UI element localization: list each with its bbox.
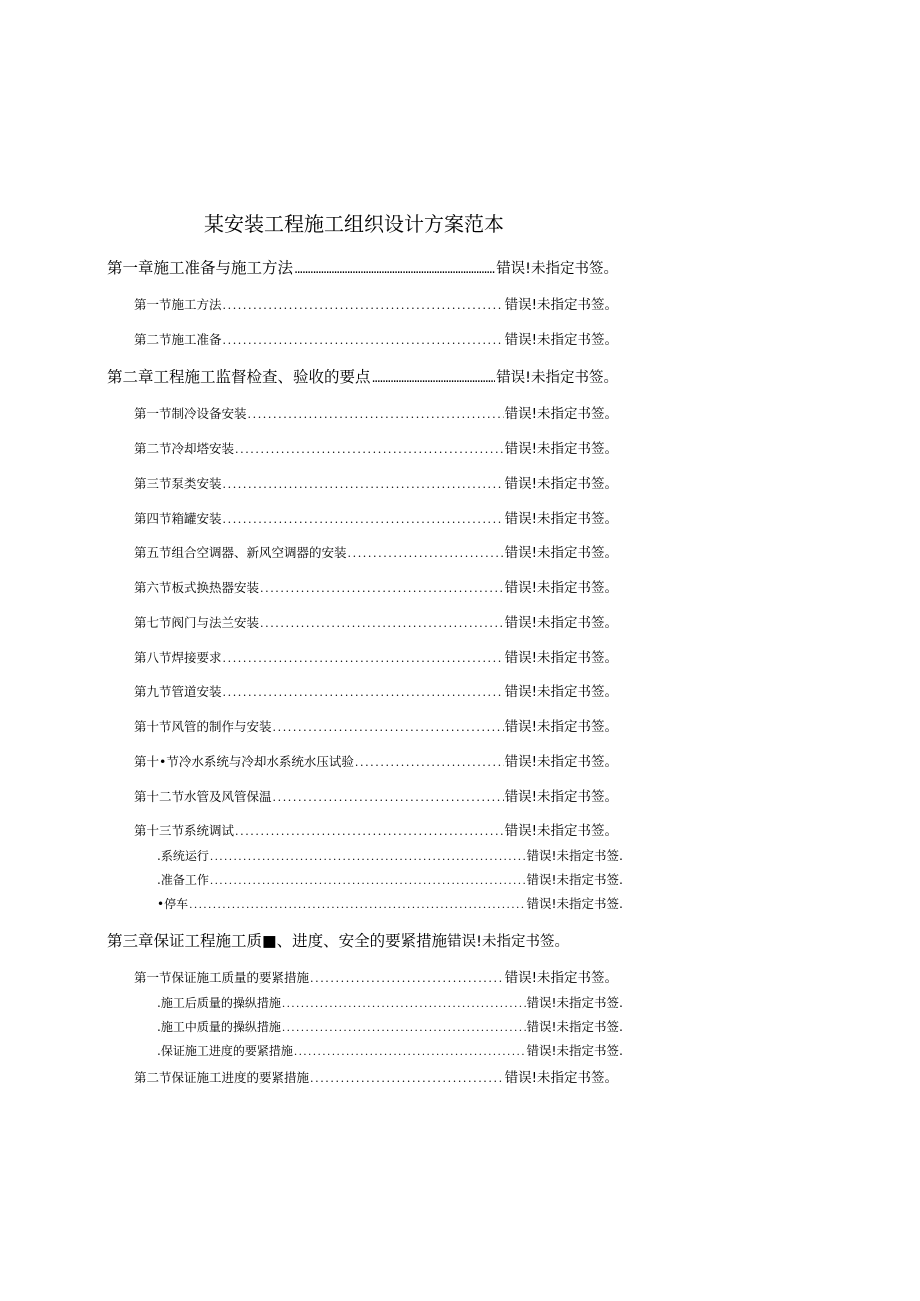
toc-dot-leader (348, 545, 504, 563)
toc-dot-leader (235, 441, 504, 459)
toc-dot-leader (260, 580, 504, 598)
toc-section-entry[interactable] (134, 649, 618, 668)
toc-page-ref: 错误!未指定书签。 (504, 823, 618, 839)
toc-entry-text: .施工中质量的操纵措施 (157, 1020, 281, 1034)
toc-page-ref: 错误!未指定书签。 (504, 297, 618, 313)
toc-entry-text: 第四节箱罐安装 (134, 511, 222, 526)
toc-entry-text: 第一节施工方法 (134, 297, 222, 312)
toc-entry-text: 第一节制冷设备安装 (134, 406, 247, 421)
toc-page-ref: 错误!未指定书签。 (504, 789, 618, 805)
toc-page-ref: 错误!未指定书签。 (504, 970, 618, 986)
toc-chapter-entry[interactable] (107, 257, 618, 281)
toc-section-entry[interactable] (134, 475, 618, 494)
toc-entry-text: 第十•节冷水系统与冷却水系统水压试验 (134, 754, 354, 769)
toc-dot-leader (310, 1070, 504, 1088)
toc-page-ref: 错误!未指定书签. (526, 872, 623, 887)
toc-entry-text: 第六节板式换热器安装 (134, 580, 260, 595)
toc-entry-text: 第二节保证施工进度的要紧措施 (134, 1070, 310, 1085)
toc-subitem-entry[interactable] (157, 896, 623, 913)
toc-dot-leader (294, 1044, 526, 1060)
toc-dot-leader (294, 259, 495, 281)
toc-subitem-entry[interactable] (157, 872, 623, 889)
toc-page-ref: 错误!未指定书签。 (496, 370, 618, 386)
toc-entry-text: 第一节保证施工质量的要紧措施 (134, 970, 310, 985)
toc-page-ref: 错误!未指定书签。 (504, 684, 618, 700)
toc-entry-text: .保证施工进度的要紧措施 (157, 1044, 293, 1058)
toc-subitem-entry[interactable] (157, 1019, 623, 1036)
toc-chapter-entry[interactable] (107, 930, 618, 953)
toc-entry-text: 第九节管道安装 (134, 684, 222, 699)
toc-dot-leader (248, 406, 504, 424)
toc-page-ref: 错误!未指定书签。 (504, 1070, 618, 1086)
toc-section-entry[interactable] (134, 405, 618, 424)
toc-entry-text: 第三节泵类安装 (134, 476, 222, 491)
toc-entry-text: 第二节冷却塔安装 (134, 441, 235, 456)
toc-page-ref: 错误!未指定书签。 (504, 476, 618, 492)
toc-dot-leader (372, 368, 496, 390)
toc-dot-leader (210, 873, 526, 889)
toc-dot-leader (223, 297, 504, 315)
toc-section-entry[interactable] (134, 969, 618, 988)
toc-page-ref: 错误!未指定书签。 (504, 580, 618, 596)
toc-page-ref: 错误!未指定书签. (526, 896, 623, 911)
toc-section-entry[interactable] (134, 579, 618, 598)
toc-section-entry[interactable] (134, 440, 618, 459)
toc-dot-leader (310, 970, 504, 988)
toc-subitem-entry[interactable] (157, 995, 623, 1012)
toc-dot-leader (223, 511, 504, 529)
toc-entry-text: .施工后质量的操纵措施 (157, 996, 281, 1010)
toc-entry-text: 第十二节水管及风管保温 (134, 789, 272, 804)
toc-page-ref: 错误!未指定书签. (526, 848, 623, 863)
toc-entry-text: 第二章工程施工监督检查、验收的要点 (107, 368, 371, 386)
toc-section-entry[interactable] (134, 614, 618, 633)
toc-chapter-entry[interactable] (107, 366, 618, 390)
toc-page-ref: 错误!未指定书签。 (504, 615, 618, 631)
toc-page-ref: 错误!未指定书签。 (504, 441, 618, 457)
toc-page-ref: 错误!未指定书签。 (504, 545, 618, 561)
toc-page-ref: 错误!未指定书签。 (504, 332, 618, 348)
toc-section-entry[interactable] (134, 510, 618, 529)
toc-page-ref: 错误!未指定书签。 (504, 511, 618, 527)
toc-entry-text: 第一章施工准备与施工方法 (107, 259, 294, 277)
toc-page-ref: 错误!未指定书签。 (504, 406, 618, 422)
toc-dot-leader (223, 332, 504, 350)
toc-dot-leader (282, 1020, 526, 1036)
toc-entry-text: •停车 (157, 897, 189, 911)
toc-section-entry[interactable] (134, 544, 618, 563)
toc-entry-text: 第十节风管的制作与安装 (134, 719, 272, 734)
toc-dot-leader (273, 789, 504, 807)
toc-section-entry[interactable] (134, 718, 618, 737)
toc-page-ref: 错误!未指定书签。 (496, 261, 618, 277)
toc-dot-leader (223, 650, 504, 668)
toc-entry-text: 第八节焊接要求 (134, 650, 222, 665)
toc-entry-text: 第三章保证工程施工质■、进度、安全的要紧措施 (107, 932, 448, 950)
toc-section-entry[interactable] (134, 683, 618, 702)
toc-section-entry[interactable] (134, 822, 618, 841)
toc-page-ref: 错误!未指定书签。 (447, 934, 569, 950)
toc-dot-leader (210, 849, 526, 865)
toc-entry-text: 第五节组合空调器、新风空调器的安装 (134, 545, 347, 560)
toc-entry-text: .系统运行 (157, 849, 209, 863)
toc-entry-text: 第十三节系统调试 (134, 823, 235, 838)
toc-section-entry[interactable] (134, 1069, 618, 1088)
toc-page-ref: 错误!未指定书签。 (504, 754, 618, 770)
toc-section-entry[interactable] (134, 788, 618, 807)
toc-page-ref: 错误!未指定书签。 (504, 719, 618, 735)
toc-section-entry[interactable] (134, 331, 618, 350)
toc-dot-leader (189, 897, 525, 913)
toc-subitem-entry[interactable] (157, 1043, 623, 1060)
toc-dot-leader (355, 754, 504, 772)
toc-page-ref: 错误!未指定书签. (526, 1043, 623, 1058)
toc-dot-leader (273, 719, 504, 737)
toc-dot-leader (223, 476, 504, 494)
toc-entry-text: 第七节阀门与法兰安装 (134, 615, 260, 630)
toc-page-ref: 错误!未指定书签. (526, 1019, 623, 1034)
toc-entry-text: .准备工作 (157, 873, 209, 887)
toc-section-entry[interactable] (134, 753, 618, 772)
toc-entry-text: 第二节施工准备 (134, 332, 222, 347)
toc-dot-leader (235, 823, 504, 841)
document-title: 某安装工程施工组织设计方案范本 (204, 212, 504, 236)
toc-page-ref: 错误!未指定书签。 (504, 650, 618, 666)
toc-dot-leader (282, 996, 526, 1012)
toc-section-entry[interactable] (134, 296, 618, 315)
toc-dot-leader (260, 615, 504, 633)
toc-subitem-entry[interactable] (157, 848, 623, 865)
toc-dot-leader (223, 684, 504, 702)
toc-page-ref: 错误!未指定书签. (526, 995, 623, 1010)
